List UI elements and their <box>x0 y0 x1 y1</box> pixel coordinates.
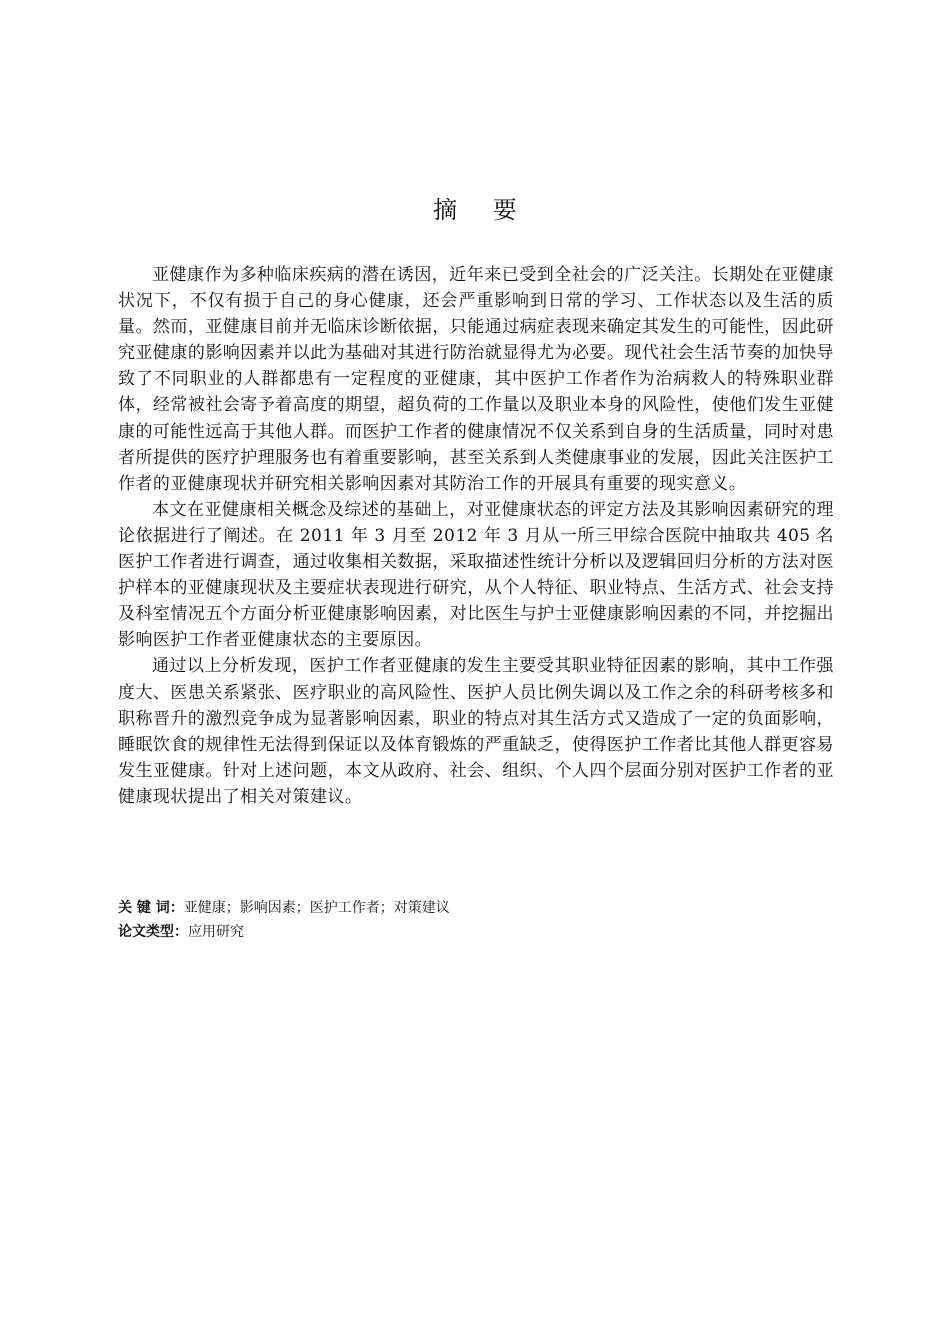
page-title: 摘 要 <box>433 196 531 224</box>
abstract-meta <box>118 896 834 944</box>
abstract-paragraph-2: 本文在亚健康相关概念及综述的基础上，对亚健康状态的评定方法及其影响因素研究的理论依据进行了阐述。在 2011 年 3 月至 2012 年 3 月从一所三甲综合医院中抽取共 405 名医护工作者进行调查，通过收集相关数据，采取描述性统计分析以及逻辑回归分析的方法对医护样本的亚健康现状及主要症状表现进行研究，从个人特征、职业特点、生活方式、社会支持及科室情况五个方面分析亚健康影响因素，对比医生与护士亚健康影响因素的不同，并挖掘出影响医护工作者亚健康状态的主要原因。 <box>118 499 834 651</box>
keywords-row <box>118 896 834 920</box>
keywords-label: 关 键 词： <box>118 900 184 916</box>
abstract-body <box>118 262 834 810</box>
paper-type-value: 应用研究 <box>188 924 244 940</box>
paper-type-label: 论文类型： <box>118 924 188 940</box>
abstract-paragraph-1: 亚健康作为多种临床疾病的潜在诱因，近年来已受到全社会的广泛关注。长期处在亚健康状况下，不仅有损于自己的身心健康，还会严重影响到日常的学习、工作状态以及生活的质量。然而，亚健康目前并无临床诊断依据，只能通过病症表现来确定其发生的可能性，因此研究亚健康的影响因素并以此为基础对其进行防治就显得尤为必要。现代社会生活节奏的加快导致了不同职业的人群都患有一定程度的亚健康，其中医护工作者作为治病救人的特殊职业群体，经常被社会寄予着高度的期望，超负荷的工作量以及职业本身的风险性，使他们发生亚健康的可能性远高于其他人群。而医护工作者的健康情况不仅关系到自身的生活质量，同时对患者所提供的医疗护理服务也有着重要影响，甚至关系到人类健康事业的发展，因此关注医护工作者的亚健康现状并研究相关影响因素对其防治工作的开展具有重要的现实意义。 <box>118 265 834 494</box>
paper-type-row <box>118 920 834 944</box>
abstract-paragraph-3: 通过以上分析发现，医护工作者亚健康的发生主要受其职业特征因素的影响，其中工作强度大、医患关系紧张、医疗职业的高风险性、医护人员比例失调以及工作之余的科研考核多和职称晋升的激烈竞争成为显著影响因素，职业的特点对其生活方式又造成了一定的负面影响，睡眠饮食的规律性无法得到保证以及体育锻炼的严重缺乏，使得医护工作者比其他人群更容易发生亚健康。针对上述问题，本文从政府、社会、组织、个人四个层面分别对医护工作者的亚健康现状提出了相关对策建议。 <box>118 656 834 807</box>
keywords-value: 亚健康；影响因素；医护工作者；对策建议 <box>183 900 450 916</box>
